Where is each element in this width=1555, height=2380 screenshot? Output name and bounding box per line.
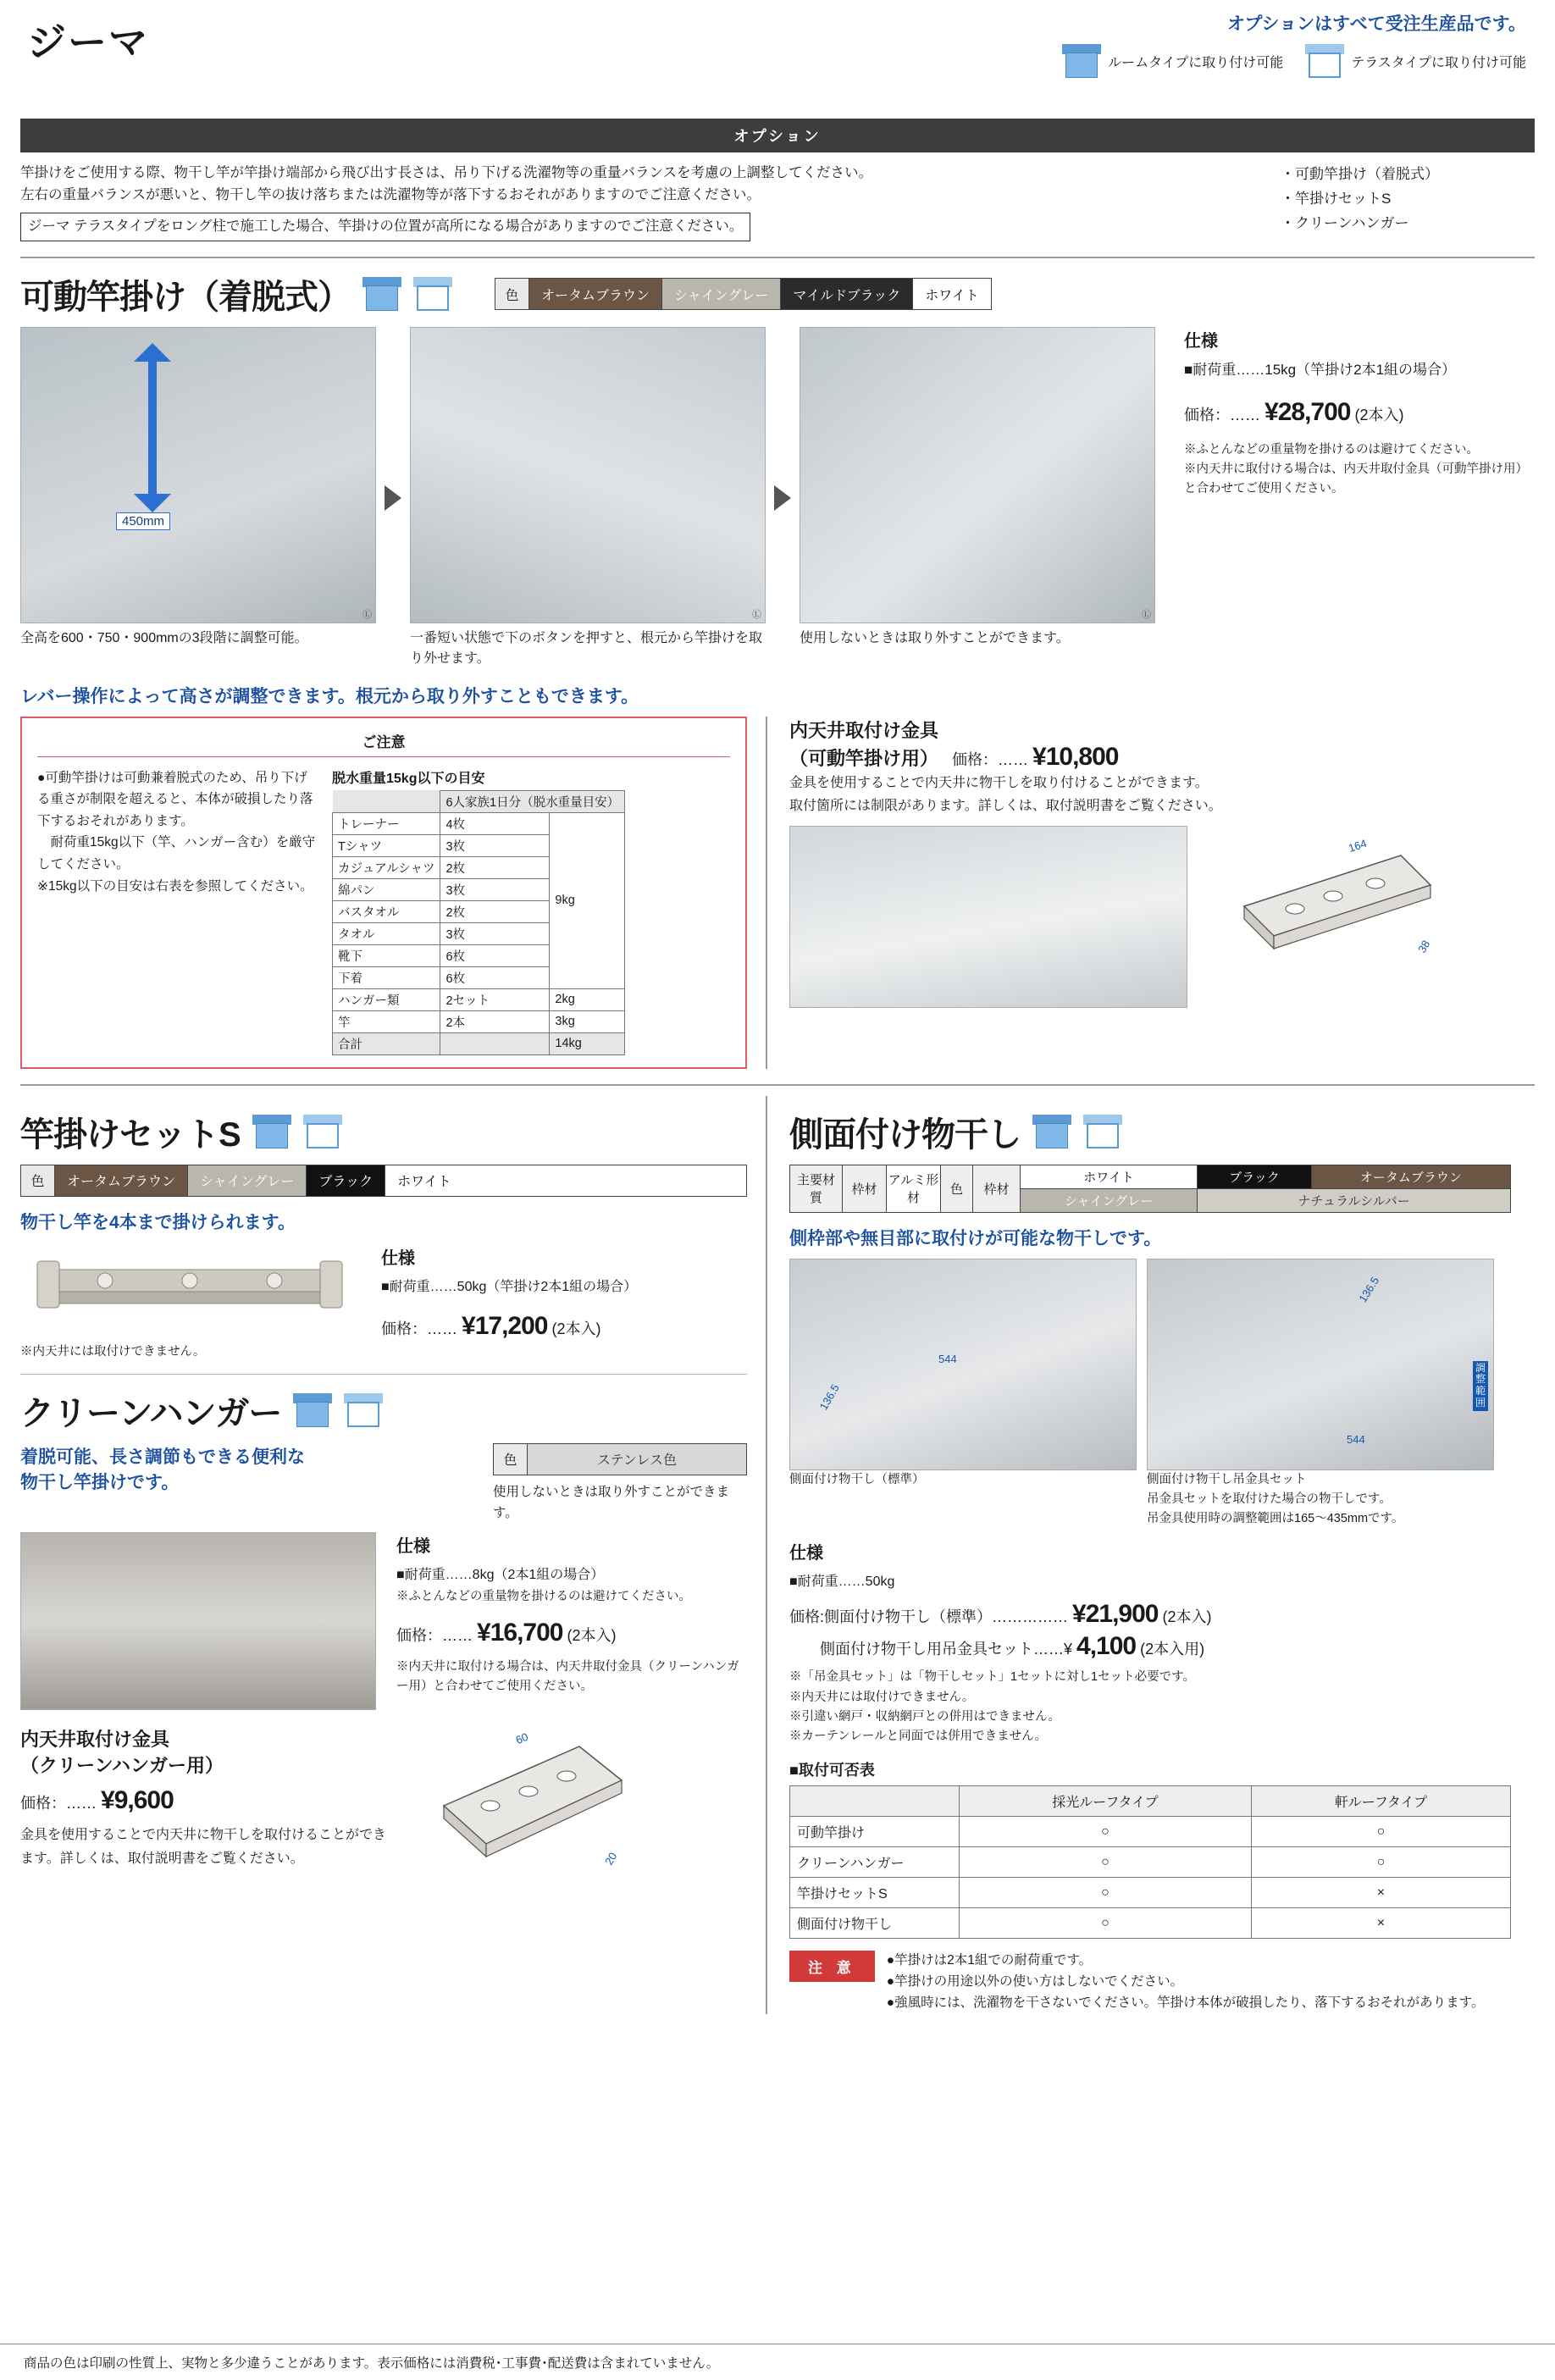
cube-filled-icon (1032, 1115, 1071, 1148)
warning-item-2: ●強風時には、洗濯物を干さないでください。竿掛け本体が破損したり、落下するおそれがあります。 (886, 1995, 1485, 2010)
sidemount-spec-load: ■耐荷重……50kg (789, 1575, 895, 1590)
movable-photo-caption-3: 使用しないときは取り外すことができます。 (800, 630, 1070, 645)
color-chip-autumn-brown: オータムブラウン (55, 1165, 188, 1196)
wash-table-header: 6人家族1日分（脱水重量目安） (440, 790, 625, 812)
availability-mark: ○ (960, 1878, 1252, 1908)
cube-filled-icon (252, 1115, 291, 1148)
movable-note-0: ※ふとんなどの重量物を掛けるのは避けてください。 (1184, 442, 1479, 457)
option-note-left (20, 163, 1255, 241)
cube-outline-icon (1305, 44, 1344, 78)
color-label: 色 (494, 1444, 528, 1475)
bracket-hanger-dim-b: 20 (602, 1850, 620, 1868)
saokake-spec-heading: 仕様 (381, 1248, 415, 1268)
sidemount-note-3: ※カーテンレールと同面では併用できません。 (789, 1730, 1047, 1743)
bracket-plate-icon (1206, 826, 1460, 1008)
bracket-movable-desc2: 取付箇所には制限があります。詳しくは、取付説明書をご覧ください。 (789, 798, 1222, 813)
material-cell-alumi: アルミ形材 (887, 1165, 941, 1212)
table-row (333, 812, 625, 834)
right-column (766, 1096, 1511, 2014)
wash-item: 下着 (333, 966, 440, 988)
caution-box (20, 717, 747, 1069)
availability-mark: ○ (960, 1847, 1252, 1878)
table-row (333, 790, 625, 812)
saokake-price-value: ¥17,200 (462, 1311, 548, 1340)
bracket-hanger-dim-a: 60 (513, 1730, 530, 1747)
saokake-spec-load: ■耐荷重……50kg（竿掛け2本1組の場合） (381, 1279, 638, 1294)
saokake-note: ※内天井には取付けできません。 (20, 1344, 206, 1359)
availability-title: ■取付可否表 (789, 1762, 875, 1779)
wash-item: 靴下 (333, 944, 440, 966)
sidemount-title-row (789, 1108, 1511, 1156)
sidemount-price1-value: ¥21,900 (1072, 1600, 1159, 1629)
color-chip-shine-gray: シャイングレー (662, 279, 781, 309)
wash-qty: 2本 (440, 1010, 550, 1032)
bracket-movable-price-value: ¥10,800 (1032, 742, 1119, 771)
option-note-row (20, 163, 1535, 241)
movable-photo-cell-3 (800, 327, 1155, 669)
sidemount-photo-1 (789, 1259, 1137, 1470)
legend-item-room (1062, 44, 1283, 78)
wash-table-wrap (332, 767, 625, 1055)
material-label: 主要材質 (790, 1165, 843, 1212)
color-label: 色 (495, 279, 529, 309)
option-made-to-order-note: オプションはすべて受注生産品です。 (1226, 14, 1526, 34)
wash-weight: 3kg (550, 1010, 625, 1032)
hanger-lead-2: 物干し竿掛けです。 (20, 1472, 180, 1492)
availability-item: クリーンハンガー (790, 1847, 960, 1878)
option-item-1: ・竿掛けセットS (1281, 190, 1392, 207)
wash-item: 竿 (333, 1010, 440, 1032)
availability-mark: ○ (1251, 1817, 1510, 1847)
sidemount-dim-544-b: 544 (1347, 1432, 1365, 1446)
movable-photo-row (20, 327, 1535, 669)
divider-3 (20, 1374, 747, 1375)
sidemount-photo-2 (1147, 1259, 1494, 1470)
bracket-hanger-desc: 金具を使用することで内天井に物干しを取付けることができます。詳しくは、取付説明書をご覧ください。 (20, 1828, 387, 1866)
rail-bar-icon (20, 1244, 359, 1337)
option-boxed-note: ジーマ テラスタイプをロング柱で施工した場合、竿掛けの位置が高所になる場合がありますのでご注意ください。 (20, 213, 750, 241)
wash-item: トレーナー (333, 812, 440, 834)
caution-title: ご注意 (37, 730, 730, 757)
hanger-price-value: ¥16,700 (477, 1618, 563, 1647)
saokake-section-title: 竿掛けセットS (20, 1115, 241, 1154)
bracket-movable-photo (789, 826, 1187, 1008)
movable-color-chips (495, 278, 992, 310)
caution-text-1: 耐荷重15kg以下（竿、ハンガー含む）を厳守してください。 (37, 835, 316, 872)
hanger-section-title: クリーンハンガー (20, 1394, 282, 1432)
wash-table-title: 脱水重量15kg以下の目安 (332, 771, 485, 786)
arrow-right-icon (774, 485, 791, 511)
table-row (790, 1786, 1511, 1817)
color-chip-white: ホワイト (1021, 1165, 1198, 1188)
availability-item: 側面付け物干し (790, 1908, 960, 1939)
wash-qty: 2枚 (440, 856, 550, 878)
table-row (790, 1878, 1511, 1908)
option-item-0: ・可動竿掛け（着脱式） (1281, 166, 1439, 182)
color-chip-autumn-brown: オータムブラウン (529, 279, 662, 309)
sidemount-price1-label: 価格:側面付け物干し（標準）…………… (789, 1608, 1068, 1626)
material-cell-frame: 枠材 (843, 1165, 887, 1212)
bracket-movable-dim-b: 38 (1415, 938, 1433, 955)
availability-mark: ○ (960, 1817, 1252, 1847)
bracket-movable-desc1: 金具を使用することで内天井に物干しを取り付けることができます。 (789, 775, 1209, 790)
movable-title-row (20, 270, 1535, 318)
hanger-spec-heading: 仕様 (396, 1537, 430, 1557)
sidemount-photos (789, 1259, 1511, 1530)
left-column (20, 1096, 766, 2014)
divider-1 (20, 257, 1535, 258)
divider-2 (20, 1084, 1535, 1086)
wash-item: Tシャツ (333, 834, 440, 856)
hanger-spec-note: ※ふとんなどの重量物を掛けるのは避けてください。 (396, 1589, 691, 1603)
wash-qty: 3枚 (440, 922, 550, 944)
wash-qty: 3枚 (440, 878, 550, 900)
bracket-hanger-price-value: ¥9,600 (101, 1786, 174, 1815)
color-chip-white: ホワイト (913, 279, 991, 309)
availability-mark: × (1251, 1908, 1510, 1939)
sidemount-dim-544-a: 544 (938, 1352, 957, 1365)
color-chip-white: ホワイト (385, 1165, 463, 1196)
movable-dimension-label: 450mm (116, 512, 170, 530)
hanger-price-label: 価格：…… (396, 1626, 473, 1644)
cube-outline-icon (413, 277, 452, 311)
availability-mark: ○ (960, 1908, 1252, 1939)
wash-qty: 6枚 (440, 944, 550, 966)
hanger-side-note: 使用しないときは取り外すことができます。 (493, 1484, 730, 1520)
table-row (790, 1908, 1511, 1939)
wash-item: 合計 (333, 1032, 440, 1054)
saokake-lead: 物干し竿を4本まで掛けられます。 (20, 1212, 296, 1232)
sidemount-price2-unit: (2本入用) (1140, 1641, 1205, 1658)
saokake-title-row (20, 1108, 747, 1156)
sidemount-price2-label: 側面付け物干し用吊金具セット……¥ (820, 1641, 1073, 1658)
page-header (20, 0, 1535, 119)
availability-item: 可動竿掛け (790, 1817, 960, 1847)
movable-photo-2 (410, 327, 766, 623)
sidemount-photo2-desc1: 吊金具セットを取付けた場合の物干しです。 (1147, 1492, 1392, 1506)
saokake-body (20, 1244, 747, 1362)
sidemount-dim-136-5-a: 136.5 (816, 1381, 842, 1413)
hanger-lead-1: 着脱可能、長さ調節もできる便利な (20, 1447, 305, 1467)
warning-box (789, 1951, 1511, 2013)
color-chip-natural-silver: ナチュラルシルバー (1198, 1188, 1511, 1212)
sidemount-adjust-range-label: 調整範囲 (1473, 1361, 1488, 1411)
movable-note-1: ※内天井に取付ける場合は、内天井取付金具（可動竿掛け用）と合わせてご使用ください。 (1184, 462, 1528, 495)
bracket-hanger-subtitle: （クリーンハンガー用） (20, 1755, 224, 1777)
wash-item: バスタオル (333, 900, 440, 922)
availability-col-0 (790, 1786, 960, 1817)
color-chip-mild-black: マイルドブラック (781, 279, 913, 309)
color-label: 色 (941, 1165, 973, 1212)
cube-outline-icon (1083, 1115, 1122, 1148)
sidemount-photo2-caption: 側面付け物干し吊金具セット (1147, 1472, 1307, 1486)
sidemount-note-2: ※引違い網戸・収納網戸との併用はできません。 (789, 1709, 1060, 1724)
color-chip-autumn-brown: オータムブラウン (1311, 1165, 1510, 1188)
wash-qty: 3枚 (440, 834, 550, 856)
availability-col-2: 軒ルーフタイプ (1251, 1786, 1510, 1817)
bracket-plate-icon (410, 1725, 664, 1895)
movable-price-value: ¥28,700 (1264, 397, 1351, 426)
warning-item-1: ●竿掛けの用途以外の使い方はしないでください。 (886, 1973, 1184, 1989)
availability-mark: × (1251, 1878, 1510, 1908)
photo-credit: Ⓛ (362, 609, 372, 620)
sidemount-spec-heading: 仕様 (789, 1544, 823, 1564)
movable-spec-load: ■耐荷重……15kg（竿掛け2本1組の場合） (1184, 361, 1457, 378)
movable-spec-heading: 仕様 (1184, 331, 1218, 351)
lower-columns (20, 1096, 1535, 2014)
option-note-line2: 左右の重量バランスが悪いと、物干し竿の抜け落ちまたは洗濯物等が落下するおそれがありますのでご注意ください。 (20, 186, 761, 202)
bracket-hanger-price-label: 価格：…… (20, 1795, 97, 1813)
movable-section-title: 可動竿掛け（着脱式） (20, 278, 351, 316)
wash-item: 綿パン (333, 878, 440, 900)
color-chip-shine-gray: シャイングレー (188, 1165, 307, 1196)
hanger-price-unit: (2本入) (567, 1626, 617, 1644)
option-item-2: ・クリーンハンガー (1281, 214, 1409, 231)
movable-price-label: 価格：…… (1184, 406, 1260, 423)
arrow-right-icon (385, 485, 401, 511)
wash-item: タオル (333, 922, 440, 944)
caution-bracket-cols (20, 717, 1535, 1069)
saokake-color-chips (20, 1165, 747, 1197)
sidemount-photo2-desc2: 吊金具使用時の調整範囲は165〜435mmです。 (1147, 1512, 1404, 1526)
bracket-movable-dim-a: 164 (1347, 837, 1369, 855)
color-chip-black: ブラック (307, 1165, 385, 1196)
wash-item: カジュアルシャツ (333, 856, 440, 878)
movable-photo-1 (20, 327, 376, 623)
option-band-title: オプション (20, 119, 1535, 152)
bracket-hanger-block (20, 1725, 747, 1895)
cube-filled-icon (362, 277, 401, 311)
saokake-price-unit: (2本入) (551, 1320, 601, 1337)
option-item-list (1255, 163, 1535, 241)
wash-qty: 2枚 (440, 900, 550, 922)
sidemount-photo1-caption: 側面付け物干し（標準） (789, 1472, 925, 1486)
cube-outline-icon (344, 1393, 383, 1427)
caution-text (37, 767, 317, 1055)
bracket-movable-subtitle: （可動竿掛け用） (789, 747, 939, 769)
movable-price-row (1184, 398, 1535, 427)
sidemount-note-0: ※「吊金具セット」は「物干しセット」1セットに対し1セット必要です。 (789, 1670, 1195, 1685)
availability-mark: ○ (1251, 1847, 1510, 1878)
sidemount-material-color-table (789, 1165, 1511, 1213)
table-row (333, 1010, 625, 1032)
wash-weight-table (332, 790, 625, 1055)
movable-photo-caption-1: 全高を600・750・900mmの3段階に調整可能。 (20, 630, 308, 645)
availability-block (789, 1758, 1511, 1939)
wash-weight: 2kg (550, 988, 625, 1010)
brand-title: ジーマ (27, 20, 149, 64)
bracket-movable-price-label: 価格：…… (952, 750, 1029, 768)
legend-item-terrace (1305, 44, 1526, 78)
page-footer: 商品の色は印刷の性質上、実物と多少違うことがあります。表示価格には消費税･工事費･配送費は含まれていません。 (0, 2344, 1555, 2380)
sidemount-note-1: ※内天井には取付けできません。 (789, 1690, 975, 1704)
table-row (790, 1165, 1511, 1188)
hanger-note: ※内天井に取付ける場合は、内天井取付金具（クリーンハンガー用）と合わせてご使用ください。 (396, 1659, 739, 1694)
hanger-photo (20, 1532, 376, 1710)
cube-filled-icon (293, 1393, 332, 1427)
availability-col-1: 採光ルーフタイプ (960, 1786, 1252, 1817)
legend-label-terrace: テラスタイプに取り付け可能 (1351, 55, 1526, 70)
sidemount-spec-block (789, 1539, 1511, 1746)
color-chip-stainless: ステンレス色 (528, 1444, 746, 1475)
sidemount-section-title: 側面付け物干し (789, 1115, 1021, 1154)
caution-text-2: ※15kg以下の目安は右表を参照してください。 (37, 878, 313, 894)
photo-credit: Ⓛ (1142, 609, 1151, 620)
color-head-frame: 枠材 (973, 1165, 1021, 1212)
bracket-movable-drawing (1206, 826, 1460, 1008)
availability-item: 竿掛けセットS (790, 1878, 960, 1908)
option-note-line1: 竿掛けをご使用する際、物干し竿が竿掛け端部から飛び出す長さは、吊り下げる洗濯物等の重量バランスを考慮の上調整してください。 (20, 165, 873, 180)
warning-list (887, 1951, 1485, 2013)
availability-table (789, 1785, 1511, 1939)
color-chip-black: ブラック (1198, 1165, 1312, 1188)
table-row (333, 1032, 625, 1054)
bracket-hanger-drawing (410, 1725, 664, 1895)
legend-label-room: ルームタイプに取り付け可能 (1108, 55, 1284, 70)
warning-item-0: ●竿掛けは2本1組での耐荷重です。 (886, 1953, 1093, 1968)
movable-spec-block (1155, 327, 1535, 669)
color-label: 色 (21, 1165, 55, 1196)
sidemount-price1-unit: (2本入) (1162, 1608, 1212, 1626)
hanger-spec-load: ■耐荷重……8kg（2本1組の場合） (396, 1568, 605, 1583)
cube-filled-icon (1062, 44, 1101, 78)
movable-photo-cell-1 (20, 327, 376, 669)
saokake-illustration (20, 1244, 359, 1337)
movable-photo-3 (800, 327, 1155, 623)
photo-credit: Ⓛ (752, 609, 761, 620)
sidemount-dim-136-5-b: 136.5 (1356, 1274, 1382, 1304)
movable-price-unit: (2本入) (1354, 406, 1404, 423)
wash-weight: 14kg (550, 1032, 625, 1054)
cube-outline-icon (303, 1115, 342, 1148)
color-chip-shine-gray: シャイングレー (1021, 1188, 1198, 1212)
hanger-title-row (20, 1386, 747, 1435)
legend (1062, 44, 1526, 78)
table-row (790, 1847, 1511, 1878)
wash-qty: 2セット (440, 988, 550, 1010)
wash-qty: 4枚 (440, 812, 550, 834)
wash-qty: 6枚 (440, 966, 550, 988)
bracket-hanger-title: 内天井取付け金具 (20, 1729, 170, 1751)
caution-text-0: ●可動竿掛けは可動兼着脱式のため、吊り下げる重さが制限を超えると、本体が破損したり落下するおそれがあります。 (37, 770, 313, 828)
wash-weight: 9kg (550, 812, 625, 988)
movable-photo-caption-2: 一番短い状態で下のボタンを押すと、根元から竿掛けを取り外せます。 (410, 630, 763, 666)
wash-item: ハンガー類 (333, 988, 440, 1010)
table-row (333, 988, 625, 1010)
sidemount-lead: 側枠部や無目部に取付けが可能な物干しです。 (789, 1228, 1162, 1248)
movable-lever-note: レバー操作によって高さが調整できます。根元から取り外すこともできます。 (20, 686, 639, 706)
movable-photo-cell-2 (410, 327, 766, 669)
sidemount-price2-value: 4,100 (1076, 1632, 1137, 1661)
bracket-movable-title: 内天井取付け金具 (789, 719, 939, 741)
table-row (790, 1817, 1511, 1847)
hanger-color-chips (493, 1443, 747, 1475)
hanger-lead-row (20, 1443, 747, 1525)
saokake-price-label: 価格：…… (381, 1320, 457, 1337)
warning-tag: 注 意 (789, 1951, 875, 1982)
hanger-body (20, 1532, 747, 1710)
